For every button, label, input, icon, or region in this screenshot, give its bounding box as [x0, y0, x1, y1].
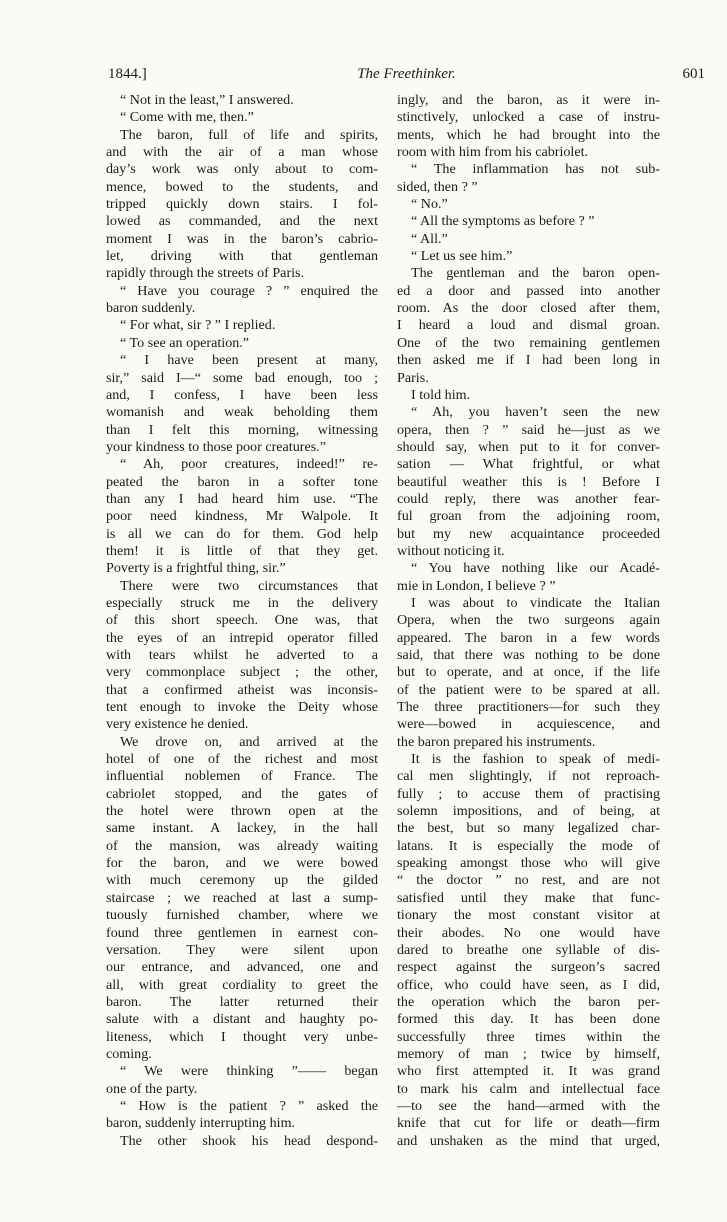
text-line: of the mansion, was already waiting — [106, 837, 378, 854]
text-line: ful groan from the adjoining room, — [397, 508, 660, 525]
text-line: but to operate, and at once, if the life — [397, 664, 660, 681]
left-text-column — [102, 92, 378, 1150]
text-line: sided, then ? ” — [397, 178, 478, 195]
text-line: room. As the door closed after them, — [397, 300, 660, 317]
text-line: I heard a loud and dismal groan. — [397, 317, 660, 334]
text-line: respect against the surgeon’s sacred — [397, 959, 660, 976]
text-line: lowed as commanded, and the next — [106, 213, 378, 230]
text-line: “ How is the patient ? ” asked the — [120, 1097, 378, 1114]
text-line: ingly, and the baron, as it were in- — [397, 92, 660, 108]
text-line: then asked me if I had been long in — [397, 352, 660, 369]
text-line: I told him. — [411, 386, 471, 403]
text-line: their abodes. No one would have — [397, 924, 660, 941]
text-line: “ Have you courage ? ” enquired the — [120, 282, 378, 299]
text-line: for the baron, and we were bowed — [106, 855, 378, 872]
text-line: mie in London, I believe ? ” — [397, 577, 556, 594]
text-line: The three practitioners—for such they — [397, 699, 660, 716]
text-line: one of the party. — [106, 1080, 198, 1097]
text-line: —to see the hand—armed with the — [397, 1097, 660, 1114]
text-line: of the patient were to be spared at all. — [397, 681, 660, 698]
text-line: the baron prepared his instruments. — [397, 733, 596, 750]
text-line: baron. The latter returned their — [106, 993, 378, 1010]
text-line: and with the air of a man whose — [106, 144, 378, 161]
text-line: the operation which the baron per- — [397, 993, 660, 1010]
right-text-column — [393, 92, 660, 1150]
text-line: dared to breathe one syllable of dis- — [397, 941, 660, 958]
text-line: “ I have been present at many, — [120, 352, 378, 369]
text-line: could reply, there was another fear- — [397, 490, 660, 507]
text-line: liteness, which I thought very unbe- — [106, 1028, 378, 1045]
text-line: opera, then ? ” said he—just as we — [397, 421, 660, 438]
text-line: speaking amongst those who will give — [397, 855, 660, 872]
text-line: “ Ah, you haven’t seen the new — [411, 404, 660, 421]
text-line: “ For what, sir ? ” I replied. — [120, 317, 276, 334]
text-line: knife that cut for life or death—firm — [397, 1115, 660, 1132]
text-line: fully ; to accuse them of practising — [397, 785, 660, 802]
text-line: without noticing it. — [397, 542, 505, 559]
text-line: found three gentlemen in earnest con- — [106, 924, 378, 941]
text-line: very existence he denied. — [106, 716, 249, 733]
text-line: “ All the symptoms as before ? ” — [411, 213, 595, 230]
text-line: and unshaken as the mind that urged, — [397, 1132, 660, 1149]
text-line: than any I had heard him use. “The — [106, 490, 378, 507]
text-line: ments, which he had brought into the — [397, 126, 660, 143]
text-line: peated the baron in a softer tone — [106, 473, 378, 490]
text-line: “ The inflammation has not sub- — [411, 161, 660, 178]
text-line: “ No.” — [411, 196, 448, 213]
text-line: all, with great cordiality to greet the — [106, 976, 378, 993]
header-title: The Freethinker. — [357, 66, 456, 82]
text-line: let, driving with that gentleman — [106, 248, 378, 265]
text-line: same instant. A lackey, in the hall — [106, 820, 378, 837]
text-line: “ Not in the least,” I answered. — [120, 92, 294, 108]
text-line: “ Ah, poor creatures, indeed!” re- — [120, 456, 378, 473]
text-line: successfully three times within the — [397, 1028, 660, 1045]
text-line: that a confirmed atheist was inconsis- — [106, 681, 378, 698]
text-line: your kindness to those poor creatures.” — [106, 438, 326, 455]
text-line: We drove on, and arrived at the — [120, 733, 378, 750]
text-line: day’s work was only about to com- — [106, 161, 378, 178]
text-line: “ Come with me, then.” — [120, 109, 254, 126]
text-line: and, I confess, I have been less — [106, 386, 378, 403]
text-line: Opera, when the two surgeons again — [397, 612, 660, 629]
text-line: to mark his calm and intellectual face — [397, 1080, 660, 1097]
text-line: with much ceremony up the gilded — [106, 872, 378, 889]
text-line: “ the doctor ” no rest, and are not — [397, 872, 660, 889]
text-line: rapidly through the streets of Paris. — [106, 265, 305, 282]
text-line: tent enough to invoke the Deity whose — [106, 699, 378, 716]
text-line: latans. It is especially the mode of — [397, 837, 660, 854]
text-line: should say, when put to it for conver- — [397, 438, 660, 455]
text-line: but my new acquaintance proceeded — [397, 525, 660, 542]
text-line: formed this day. It has been done — [397, 1011, 660, 1028]
text-line: with tears whilst he adverted to a — [106, 647, 378, 663]
text-line: The baron, full of life and spirits, — [120, 126, 378, 143]
text-line: cal men slightingly, if not reproach- — [397, 768, 660, 785]
text-line: One of the two remaining gentlemen — [397, 334, 660, 351]
text-line: “ Let us see him.” — [411, 248, 513, 265]
text-line: memory of man ; twice by himself, — [397, 1045, 660, 1062]
text-line: versation. They were silent upon — [106, 941, 378, 958]
text-line: womanish and weak beholding them — [106, 404, 378, 421]
text-line: hotel of one of the richest and most — [106, 751, 378, 768]
text-line: of this short speech. One was, that — [106, 612, 378, 629]
text-line: is all we can do for them. God help — [106, 525, 378, 542]
text-line: solemn impositions, and of being, at — [397, 803, 660, 820]
text-line: “ We were thinking ”—— began — [120, 1063, 378, 1080]
text-line: the hotel were thrown open at the — [106, 803, 378, 820]
text-line: office, who could have seen, as I did, — [397, 976, 660, 993]
text-line: Poverty is a frightful thing, sir.” — [106, 560, 286, 577]
text-line: said, that there was nothing to be done — [397, 647, 660, 663]
text-line: room with him from his cabriolet. — [397, 144, 589, 161]
text-line: who first attempted it. It was grand — [397, 1063, 660, 1080]
header-year: 1844.] — [108, 66, 147, 82]
text-line: sation — What frightful, or what — [397, 456, 660, 473]
text-line: baron, suddenly interrupting him. — [106, 1115, 296, 1132]
text-line: tionary the most constant visitor at — [397, 907, 660, 924]
text-line: our entrance, and advanced, one and — [106, 959, 378, 976]
text-line: “ To see an operation.” — [120, 334, 250, 351]
text-line: There were two circumstances that — [120, 577, 378, 594]
running-header — [108, 66, 705, 88]
text-line: tripped quickly down stairs. I fol- — [106, 196, 378, 213]
text-line: sir,” said I—“ some bad enough, too ; — [106, 369, 378, 386]
text-line: satisfied until they make that func- — [397, 889, 660, 906]
text-line: salute with a distant and haughty po- — [106, 1011, 378, 1028]
text-line: cabriolet stopped, and the gates of — [106, 785, 378, 802]
text-line: It is the fashion to speak of medi- — [411, 751, 660, 768]
text-line: “ All.” — [411, 230, 448, 247]
text-line: tuously furnished chamber, where we — [106, 907, 378, 924]
page-number: 601 — [682, 66, 705, 82]
text-line: staircase ; we reached at last a sump- — [106, 889, 378, 906]
text-line: very commonplace subject ; the other, — [106, 664, 378, 681]
text-line: baron suddenly. — [106, 300, 196, 317]
text-line: were—bowed in acquiescence, and — [397, 716, 660, 733]
text-line: coming. — [106, 1045, 152, 1062]
text-line: appeared. The baron in a few words — [397, 629, 660, 646]
text-line: the best, but so many legalized char- — [397, 820, 660, 837]
text-line: The gentleman and the baron open- — [411, 265, 660, 282]
text-line: ed a door and passed into another — [397, 282, 660, 299]
text-line: moment I was in the baron’s cabrio- — [106, 230, 378, 247]
text-line: influential noblemen of France. The — [106, 768, 378, 785]
text-line: stinctively, unlocked a case of instru- — [397, 109, 660, 126]
text-line: poor need kindness, Mr Walpole. It — [106, 508, 378, 525]
text-line: them! it is little of that they get. — [106, 542, 378, 559]
text-line: than I felt this morning, witnessing — [106, 421, 378, 438]
text-line: especially struck me in the delivery — [106, 594, 378, 611]
text-line: I was about to vindicate the Italian — [411, 594, 660, 611]
text-line: the eyes of an intrepid operator filled — [106, 629, 378, 646]
text-line: mence, bowed to the students, and — [106, 178, 378, 195]
text-line: “ You have nothing like our Acadé- — [411, 560, 660, 577]
text-line: Paris. — [397, 369, 429, 386]
text-line: The other shook his head despond- — [120, 1132, 378, 1149]
text-line: beautiful weather this is ! Before I — [397, 473, 660, 490]
